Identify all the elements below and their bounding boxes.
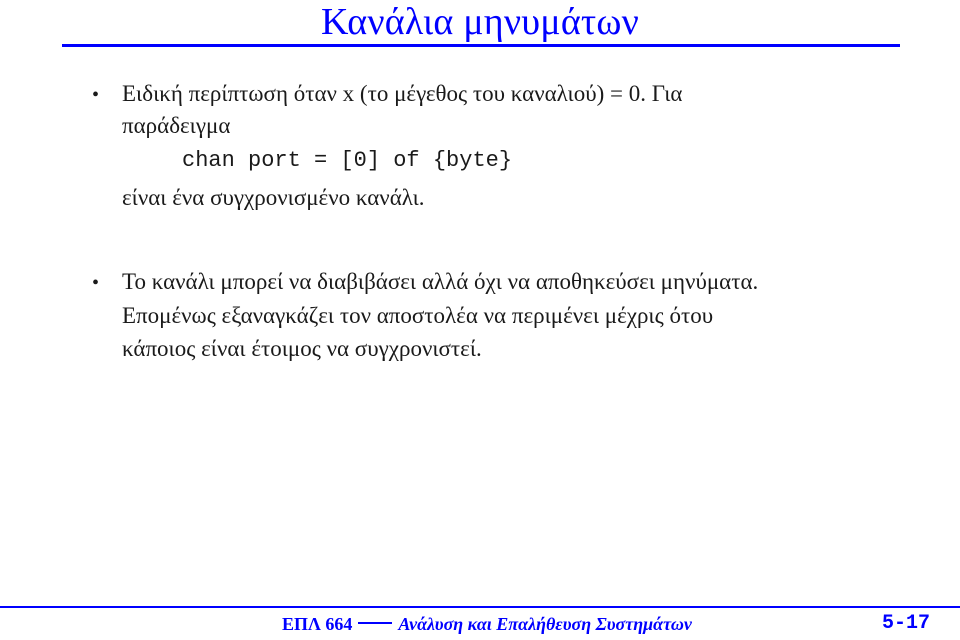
title-underline	[62, 44, 900, 47]
bullet-1-line-3: είναι ένα συγχρονισμένο κανάλι.	[122, 185, 425, 210]
slide-title: Κανάλια μηνυμάτων	[320, 1, 639, 43]
footer-course-title: Ανάλυση και Επαλήθευση Συστημάτων	[398, 614, 692, 634]
footer-course-code: ΕΠΛ 664	[282, 614, 353, 634]
bullet-2-line-1: Το κανάλι μπορεί να διαβιβάσει αλλά όχι να αποθηκεύσει μηνύματα.	[122, 269, 759, 294]
footer	[0, 612, 960, 638]
footer-separator	[358, 622, 392, 624]
bullet-2-marker: •	[92, 272, 100, 294]
bullet-1-line-1: Ειδική περίπτωση όταν x (το μέγεθος του καναλιού) = 0. Για	[122, 81, 683, 106]
bullet-1-line-2: παράδειγμα	[122, 113, 231, 138]
bullet-1-marker: •	[92, 84, 100, 106]
bullet-2-line-3: κάποιος είναι έτοιμος να συγχρονιστεί.	[122, 336, 482, 361]
bullet-1-code: chan port = [0] of {byte}	[182, 148, 513, 173]
footer-course	[282, 612, 692, 636]
bullet-2-line-2: Επομένως εξαναγκάζει τον αποστολέα να περιμένει μέχρις ότου	[122, 303, 714, 328]
footer-rule	[0, 606, 960, 608]
page-number: 5-17	[881, 612, 930, 635]
